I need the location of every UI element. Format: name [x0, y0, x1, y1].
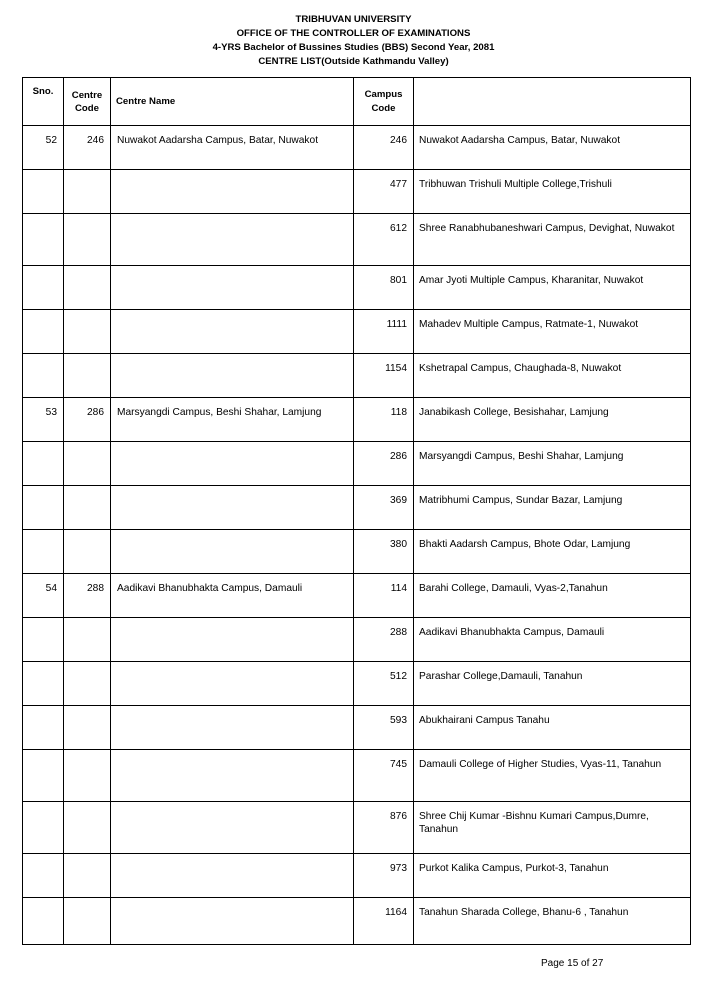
centre-code-cell	[64, 170, 111, 214]
sno-cell	[23, 618, 64, 662]
table-row	[23, 442, 691, 486]
centre-name-cell	[111, 662, 354, 706]
table-row	[23, 486, 691, 530]
page-number: Page 15 of 27	[541, 958, 604, 969]
centre-code-cell	[64, 750, 111, 802]
centre-code-cell	[64, 354, 111, 398]
centre-code-cell	[64, 486, 111, 530]
campus-code-cell: 114	[354, 574, 414, 618]
campus-name-cell: Aadikavi Bhanubhakta Campus, Damauli	[414, 618, 691, 662]
campus-name-cell: Bhakti Aadarsh Campus, Bhote Odar, Lamjung	[414, 530, 691, 574]
sno-cell	[23, 310, 64, 354]
sno-cell	[23, 170, 64, 214]
exam-title: 4-YRS Bachelor of Bussines Studies (BBS) Second Year, 2081	[212, 42, 495, 53]
sno-cell	[23, 214, 64, 266]
campus-code-cell: 1154	[354, 354, 414, 398]
table-row	[23, 170, 691, 214]
table-row	[23, 266, 691, 310]
list-title: CENTRE LIST(Outside Kathmandu Valley)	[258, 56, 449, 67]
table-row	[23, 214, 691, 266]
table-row	[23, 854, 691, 898]
centre-code-cell	[64, 802, 111, 854]
centre-name-cell	[111, 854, 354, 898]
table-header-row	[23, 78, 691, 126]
centre-name-cell	[111, 618, 354, 662]
campus-name-cell: Abukhairani Campus Tanahu	[414, 706, 691, 750]
table-row	[23, 530, 691, 574]
centre-name-cell	[111, 266, 354, 310]
campus-name-cell: Marsyangdi Campus, Beshi Shahar, Lamjung	[414, 442, 691, 486]
campus-code-cell: 286	[354, 442, 414, 486]
table-row	[23, 662, 691, 706]
sno-cell	[23, 266, 64, 310]
centre-name-cell	[111, 214, 354, 266]
campus-name-cell: Kshetrapal Campus, Chaughada-8, Nuwakot	[414, 354, 691, 398]
col-header-campus-code-line1: Campus	[364, 88, 403, 100]
campus-name-cell: Purkot Kalika Campus, Purkot-3, Tanahun	[414, 854, 691, 898]
centre-code-cell: 286	[64, 398, 111, 442]
university-title: TRIBHUVAN UNIVERSITY	[295, 14, 412, 25]
centre-code-cell	[64, 854, 111, 898]
centre-code-cell	[64, 442, 111, 486]
table-row	[23, 126, 691, 170]
sno-cell	[23, 802, 64, 854]
campus-name-cell: Shree Ranabhubaneshwari Campus, Devighat, Nuwakot	[414, 214, 691, 266]
centre-name-cell	[111, 310, 354, 354]
campus-name-cell: Parashar College,Damauli, Tanahun	[414, 662, 691, 706]
campus-name-cell: Janabikash College, Besishahar, Lamjung	[414, 398, 691, 442]
col-header-sno: Sno.	[23, 78, 64, 126]
campus-code-cell: 876	[354, 802, 414, 854]
campus-name-cell: Shree Chij Kumar -Bishnu Kumari Campus,Dumre, Tanahun	[414, 802, 691, 854]
campus-code-cell: 380	[354, 530, 414, 574]
sno-cell	[23, 486, 64, 530]
campus-name-cell: Tribhuwan Trishuli Multiple College,Trishuli	[414, 170, 691, 214]
centre-name-cell	[111, 706, 354, 750]
campus-code-cell: 288	[354, 618, 414, 662]
table-row	[23, 618, 691, 662]
col-header-campus-code	[354, 78, 414, 126]
sno-cell: 54	[23, 574, 64, 618]
col-header-centre-code-line2: Code	[75, 102, 99, 114]
campus-name-cell: Damauli College of Higher Studies, Vyas-11, Tanahun	[414, 750, 691, 802]
sno-cell: 53	[23, 398, 64, 442]
campus-code-cell: 973	[354, 854, 414, 898]
centre-code-cell	[64, 618, 111, 662]
sno-cell	[23, 530, 64, 574]
centre-name-cell: Marsyangdi Campus, Beshi Shahar, Lamjung	[111, 398, 354, 442]
campus-code-cell: 369	[354, 486, 414, 530]
campus-code-cell: 612	[354, 214, 414, 266]
col-header-campus-name	[414, 78, 691, 126]
sno-cell	[23, 706, 64, 750]
centre-name-cell	[111, 486, 354, 530]
table-row	[23, 398, 691, 442]
table-row	[23, 802, 691, 854]
campus-code-cell: 1164	[354, 898, 414, 945]
campus-name-cell: Barahi College, Damauli, Vyas-2,Tanahun	[414, 574, 691, 618]
sno-cell	[23, 442, 64, 486]
centre-name-cell: Nuwakot Aadarsha Campus, Batar, Nuwakot	[111, 126, 354, 170]
sno-cell	[23, 750, 64, 802]
campus-name-cell: Mahadev Multiple Campus, Ratmate-1, Nuwakot	[414, 310, 691, 354]
campus-code-cell: 593	[354, 706, 414, 750]
sno-cell	[23, 662, 64, 706]
centre-name-cell	[111, 898, 354, 945]
campus-code-cell: 1111	[354, 310, 414, 354]
table-row	[23, 310, 691, 354]
sno-cell	[23, 854, 64, 898]
table-row	[23, 354, 691, 398]
centre-code-cell	[64, 706, 111, 750]
table-body	[23, 126, 691, 945]
campus-name-cell: Tanahun Sharada College, Bhanu-6 , Tanahun	[414, 898, 691, 945]
table-row	[23, 574, 691, 618]
campus-name-cell: Nuwakot Aadarsha Campus, Batar, Nuwakot	[414, 126, 691, 170]
sno-cell	[23, 898, 64, 945]
campus-code-cell: 745	[354, 750, 414, 802]
document-header	[0, 13, 707, 69]
campus-code-cell: 512	[354, 662, 414, 706]
campus-name-cell: Amar Jyoti Multiple Campus, Kharanitar, Nuwakot	[414, 266, 691, 310]
centre-name-cell	[111, 170, 354, 214]
centre-code-cell	[64, 898, 111, 945]
centre-name-cell	[111, 530, 354, 574]
table-row	[23, 750, 691, 802]
centre-code-cell	[64, 214, 111, 266]
campus-code-cell: 118	[354, 398, 414, 442]
col-header-centre-code-line1: Centre	[71, 89, 103, 101]
centre-code-cell	[64, 530, 111, 574]
centre-code-cell	[64, 662, 111, 706]
centre-code-cell: 288	[64, 574, 111, 618]
centre-code-cell: 246	[64, 126, 111, 170]
campus-name-cell: Matribhumi Campus, Sundar Bazar, Lamjung	[414, 486, 691, 530]
col-header-campus-code-line2: Code	[371, 102, 396, 114]
office-title: OFFICE OF THE CONTROLLER OF EXAMINATIONS	[236, 28, 471, 39]
table-row	[23, 898, 691, 945]
campus-code-cell: 246	[354, 126, 414, 170]
campus-code-cell: 477	[354, 170, 414, 214]
centre-name-cell	[111, 802, 354, 854]
centre-name-cell: Aadikavi Bhanubhakta Campus, Damauli	[111, 574, 354, 618]
sno-cell	[23, 354, 64, 398]
centre-code-cell	[64, 266, 111, 310]
centre-list-table	[22, 77, 691, 945]
centre-name-cell	[111, 750, 354, 802]
centre-name-cell	[111, 442, 354, 486]
campus-code-cell: 801	[354, 266, 414, 310]
sno-cell: 52	[23, 126, 64, 170]
col-header-centre-code	[64, 78, 111, 126]
table-row	[23, 706, 691, 750]
col-header-centre-name: Centre Name	[111, 78, 354, 126]
centre-code-cell	[64, 310, 111, 354]
centre-name-cell	[111, 354, 354, 398]
